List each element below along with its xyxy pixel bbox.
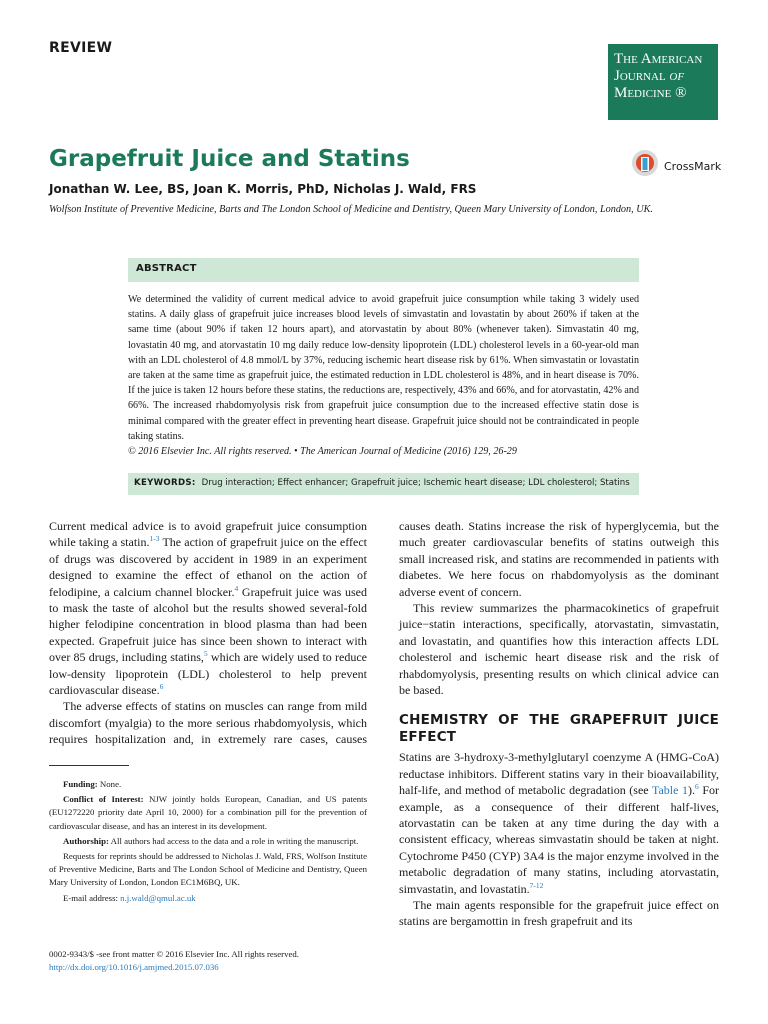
journal-logo-line3: Medicine ® <box>614 85 687 101</box>
crossmark-icon <box>630 148 660 184</box>
body-paragraph-3: This review summarizes the pharmacokinetics of grapefruit juice−statin interactions, specifically, atorvastatin, simvastatin, and lovastatin, and quantifies how this interaction affects LDL cholesterol and ischemic heart disease risk and the risk of rhabdomyolysis, presenting results on which clinical advice can be based. <box>399 601 719 698</box>
footnote-funding: Funding: None. <box>63 779 122 789</box>
citation-link[interactable]: 7-12 <box>529 880 544 890</box>
page-footer <box>49 948 379 974</box>
keywords-box <box>128 473 639 495</box>
crossmark-badge[interactable] <box>630 148 721 184</box>
citation-link[interactable]: 5 <box>203 649 208 659</box>
body-paragraph-5: The main agents responsible for the grapefruit juice effect on statins are bergamottin in fresh grapefruit and its <box>399 897 719 929</box>
body-paragraph-2-cont: causes death. Statins increase the risk of hyperglycemia, but the much greater cardiovascular benefits of statins outweigh this small increased risk, and statins are recommended in patients with diabetes. We here focus on rhabdomyolysis as the dominant adverse event of concern. <box>399 519 719 599</box>
body-paragraph-4: Statins are 3-hydroxy-3-methylglutaryl coenzyme A (HMG-CoA) reductase inhibitors. Different statins vary in their bioavailability, half-life, and method of metabolic degradation (see Table 1).$^6$ For example, as a consequence of their different half-lives, atorvastatin can be taken at any time during the day with a consistent efficacy, whereas simvastatin should be taken at night. Cytochrome P450 (CYP) 3A4 is the major enzyme involved in the metabolic degradation of many statins, including atorvastatin, simvastatin, and lovastatin.$^{7-12}$ <box>399 750 719 896</box>
issn-line: 0002-9343/$ -see front matter © 2016 Elsevier Inc. All rights reserved. <box>49 949 299 959</box>
footnote-email: E-mail address: n.j.wald@qmul.ac.uk <box>63 892 196 903</box>
crossmark-label: CrossMark <box>664 159 722 173</box>
author-list: Jonathan W. Lee, BS, Joan K. Morris, PhD, Nicholas J. Wald, FRS <box>49 182 477 196</box>
table-1-link[interactable]: Table 1 <box>651 783 689 798</box>
section-heading-chemistry: CHEMISTRY OF THE GRAPEFRUIT JUICE EFFECT <box>399 712 719 745</box>
keywords-text: Drug interaction; Effect enhancer; Grapefruit juice; Ischemic heart disease; LDL cholesterol; Statins <box>201 478 630 488</box>
abstract-body <box>128 292 639 459</box>
citation-link[interactable]: 1-3 <box>149 534 160 544</box>
citation-link[interactable]: 6 <box>159 682 164 692</box>
journal-logo <box>608 44 718 120</box>
keywords-label: KEYWORDS: <box>134 478 196 488</box>
footnote-reprints: Requests for reprints should be addressed to Nicholas J. Wald, FRS, Wolfson Institute of Preventive Medicine, Barts and The London School of Medicine and Dentistry, Queen Mary University of London, London EC1M6BQ, UK. <box>49 851 367 888</box>
abstract-text: We determined the validity of current medical advice to avoid grapefruit juice consumption while taking 3 widely used statins. A daily glass of grapefruit juice increases blood levels of simvastatin and lovastatin by about 260% if taken at the same time (about 90% if taken 12 hours apart), and atorvastatin by about 80% (whenever taken). Simvastatin 40 mg, lovastatin 40 mg, and atorvastatin 10 mg daily reduce low-density lipoprotein (LDL) cholesterol levels in a 60-year-old man with an LDL cholesterol of 4.8 mmol/L by 37%, reducing ischemic heart disease risk by 61%. When simvastatin or lovastatin are taken at the same time as grapefruit juice, the estimated reduction in LDL cholesterol is 48%, and in heart disease is 70%. If the juice is taken 12 hours before these statins, the reductions are, respectively, 43% and 66%, and for atorvastatin, 42% and 66%. The increased rhabdomyolysis risk from grapefruit juice consumption due to the increased effective statin dose is minimal compared with the greater effect in preventing heart disease. Grapefruit juice should not be contraindicated in people taking statins. <box>128 294 639 442</box>
body-column-left <box>49 518 367 747</box>
email-link[interactable]: n.j.wald@qmul.ac.uk <box>120 892 196 903</box>
journal-logo-line1: The American <box>614 51 703 67</box>
footnote-rule <box>49 765 129 766</box>
footnote-conflict: Conflict of Interest: NJW jointly holds European, Canadian, and US patents (EU1272220 priority date April 10, 2000) for a combination pill for the prevention of cardiovascular disease, and has an interest in its development. <box>49 794 367 831</box>
body-column-right <box>399 518 719 930</box>
footnotes <box>49 778 367 907</box>
article-title: Grapefruit Juice and Statins <box>49 146 410 172</box>
citation-link[interactable]: 6 <box>695 782 699 792</box>
body-paragraph-1: Current medical advice is to avoid grapefruit juice consumption while taking a statin.$^{1-3}$ The action of grapefruit juice on the effect of drugs was discovered by accident in 1989 in an experiment designed to examine the effect of ethanol on the action of felodipine, a calcium channel blocker.$^4$ Grapefruit juice was used to mask the taste of alcohol but the results showed several-fold higher felodipine concentration in blood plasma than had been expected. Grapefruit juice has since been shown to interact with over 85 drugs, including statins,$^5$ which are widely used to reduce low-density lipoprotein (LDL) cholesterol to help prevent cardiovascular disease.$^6$ <box>49 519 368 698</box>
doi-link[interactable]: http://dx.doi.org/10.1016/j.amjmed.2015.07.036 <box>49 962 219 972</box>
abstract-copyright: © 2016 Elsevier Inc. All rights reserved. • The American Journal of Medicine (2016) 129, 26-29 <box>128 446 517 458</box>
citation-link[interactable]: 4 <box>234 583 239 593</box>
abstract-heading: ABSTRACT <box>128 258 639 282</box>
affiliation: Wolfson Institute of Preventive Medicine, Barts and The London School of Medicine and Dentistry, Queen Mary University of London, London, UK. <box>49 204 653 215</box>
footnote-authorship: Authorship: All authors had access to the data and a role in writing the manuscript. <box>63 835 359 846</box>
body-paragraph-2: The adverse effects of statins on muscles can range from mild discomfort (myalgia) to the more serious rhabdomyolysis, which requires hospitalization and, in extremely rare cases, causes <box>49 699 367 747</box>
section-tag: REVIEW <box>49 40 113 56</box>
journal-logo-line2: Journal of <box>614 68 685 84</box>
